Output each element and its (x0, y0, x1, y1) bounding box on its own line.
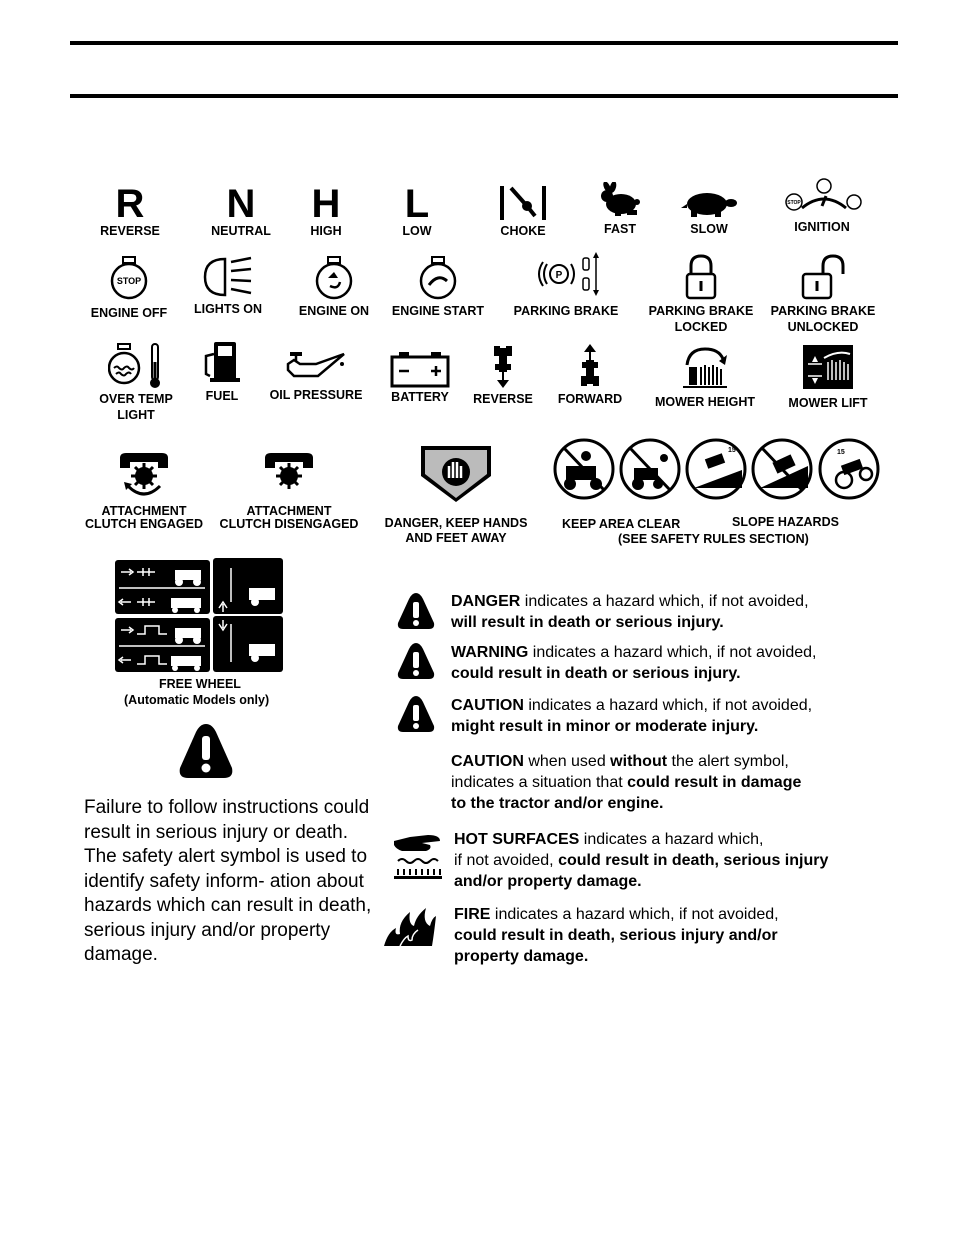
reverse-tractor-icon (491, 344, 515, 388)
low-label: LOW (402, 224, 432, 238)
keep-hands-symbol (378, 444, 534, 546)
caution-text (451, 695, 812, 737)
danger-desc: indicates a hazard which, if not avoided, (520, 593, 809, 610)
svg-text:15: 15 (837, 449, 845, 456)
mower-lift-label: MOWER LIFT (788, 396, 868, 410)
fire-term: FIRE (454, 906, 491, 923)
mower-lift-icon (802, 344, 854, 390)
fuel-symbol (196, 340, 248, 404)
fire-text (454, 904, 779, 967)
over-temp-label2: LIGHT (117, 408, 155, 422)
ignition-symbol (782, 176, 862, 235)
clutch-engaged-label2: CLUTCH ENGAGED (84, 517, 204, 531)
mower-height-symbol (650, 343, 760, 410)
keep-area-clear-label: KEEP AREA CLEAR (562, 517, 681, 531)
fuel-pump-icon (202, 340, 242, 382)
caution2-term: CAUTION (451, 753, 524, 770)
slow-symbol (676, 188, 742, 237)
oil-can-icon (286, 348, 346, 380)
clutch-disengaged-label1: ATTACHMENT (246, 504, 332, 518)
engine-on-symbol (294, 256, 374, 319)
engine-off-label: ENGINE OFF (90, 306, 168, 320)
thermometer-icon (108, 342, 164, 390)
engine-off-stop-text: STOP (116, 276, 142, 286)
warning-desc: indicates a hazard which, if not avoided, (528, 644, 817, 661)
hot-surfaces-text (454, 829, 828, 892)
choke-symbol (493, 184, 553, 239)
hot-desc: indicates a hazard which, (579, 831, 764, 848)
fire-b1: could result in death, serious injury and/or (454, 927, 778, 944)
caution2-b2: to the tractor and/or engine. (451, 795, 664, 812)
second-rule (70, 94, 898, 98)
engine-start-symbol (388, 256, 488, 319)
clutch-disengaged-symbol (214, 450, 364, 532)
slope-tipping-icon (820, 440, 878, 498)
prohibition-icons (552, 436, 882, 502)
reverse-letter: R (115, 182, 145, 226)
parking-brake-label: PARKING BRAKE (513, 304, 619, 318)
battery-icon (389, 350, 451, 388)
clutch-engaged-icon (116, 450, 172, 500)
safety-paragraph: Failure to follow instructions could result in serious injury or death. The safety alert symbol is used to identify safety inform- ation about hazards which can result in death, serious injury and/or property damage. (84, 797, 372, 965)
clutch-disengaged-icon (261, 450, 317, 500)
no-riders-icon (555, 440, 613, 498)
caution2-b1: could result in damage (627, 774, 802, 791)
reverse-arrow-symbol (468, 344, 538, 407)
lock-open-icon (800, 254, 846, 300)
hand-hazard-icon (419, 444, 493, 504)
parking-brake-unlocked-symbol (766, 254, 880, 335)
slope-hazards-label: SLOPE HAZARDS (732, 515, 839, 529)
fire-icon (382, 904, 438, 948)
danger-consequence: will result in death or serious injury. (451, 614, 724, 631)
forward-tractor-icon (578, 344, 602, 388)
neutral-label: NEUTRAL (211, 224, 271, 238)
turtle-icon (679, 188, 739, 218)
over-temp-label1: OVER TEMP (99, 392, 173, 406)
headlight-icon (203, 256, 253, 298)
caution2-t3: indicates a situation that (451, 774, 628, 791)
choke-icon (497, 184, 549, 222)
fire-b2: property damage. (454, 948, 589, 965)
parking-brake-unlocked-label2: UNLOCKED (787, 320, 859, 334)
safety-alert-icon (178, 722, 234, 780)
neutral-symbol (206, 184, 276, 239)
hot-t2: if not avoided, (454, 852, 559, 869)
warning-text (451, 642, 817, 684)
parking-brake-p-text: P (555, 270, 563, 281)
danger-text (451, 591, 809, 633)
battery-label: BATTERY (391, 390, 449, 404)
caution2-without: without (610, 753, 668, 770)
warning-term: WARNING (451, 644, 529, 661)
slow-label: SLOW (690, 222, 728, 236)
hot-b1: could result in death, serious injury (558, 852, 829, 869)
forward-symbol (555, 344, 625, 407)
neutral-letter: N (226, 182, 256, 226)
free-wheel-label2: (Automatic Models only) (124, 693, 270, 707)
slope-15-icon (687, 440, 745, 498)
parking-brake-icon (531, 250, 601, 298)
warning-consequence: could result in death or serious injury. (451, 665, 741, 682)
fire-desc: indicates a hazard which, if not avoided, (490, 906, 779, 923)
forward-label: FORWARD (557, 392, 623, 406)
parking-brake-locked-symbol (644, 254, 758, 335)
danger-term: DANGER (451, 593, 521, 610)
parking-brake-locked-label1: PARKING BRAKE (648, 304, 754, 318)
over-temp-symbol (96, 342, 176, 423)
svg-text:STOP: STOP (787, 200, 801, 206)
caution2-t1: when used (523, 753, 611, 770)
clutch-disengaged-label2: CLUTCH DISENGAGED (219, 517, 359, 531)
svg-text:15: 15 (728, 447, 736, 454)
oil-pressure-label: OIL PRESSURE (269, 388, 363, 402)
mower-height-icon (679, 343, 731, 389)
clutch-engaged-symbol (80, 450, 208, 532)
hot-term: HOT SURFACES (454, 831, 580, 848)
caution-consequence: might result in minor or moderate injury. (451, 718, 759, 735)
no-slope-icon (753, 440, 811, 498)
fast-symbol (590, 182, 650, 237)
free-wheel-label1: FREE WHEEL (159, 677, 241, 691)
caution-alert-icon (396, 694, 436, 734)
engine-on-icon (314, 256, 354, 300)
caution-desc: indicates a hazard which, if not avoided, (523, 697, 813, 714)
keep-hands-label2: AND FEET AWAY (405, 531, 507, 545)
parking-brake-unlocked-label1: PARKING BRAKE (770, 304, 876, 318)
choke-label: CHOKE (500, 224, 546, 238)
parking-brake-locked-label2: LOCKED (674, 320, 728, 334)
reverse-symbol (100, 184, 160, 239)
ignition-label: IGNITION (794, 220, 850, 234)
ignition-icon (782, 176, 862, 216)
oil-pressure-symbol (264, 348, 368, 403)
parking-brake-symbol (508, 250, 624, 319)
mower-height-label: MOWER HEIGHT (655, 395, 755, 409)
fuel-label: FUEL (205, 389, 239, 403)
low-letter: L (404, 182, 430, 226)
danger-alert-icon (396, 591, 436, 631)
no-bystanders-icon (621, 440, 679, 498)
keep-hands-label1: DANGER, KEEP HANDS (384, 516, 528, 530)
lock-closed-icon (684, 254, 718, 300)
mower-lift-symbol (776, 344, 880, 411)
caution-term: CAUTION (451, 697, 524, 714)
lights-on-symbol (189, 256, 267, 317)
top-rule (70, 41, 898, 45)
safety-rules-label: (SEE SAFETY RULES SECTION) (618, 532, 809, 546)
reverse-arrow-label: REVERSE (473, 392, 533, 406)
high-symbol (301, 184, 351, 239)
reverse-label: REVERSE (100, 224, 160, 238)
rabbit-icon (597, 182, 643, 218)
fast-label: FAST (604, 222, 636, 236)
low-symbol (394, 184, 440, 239)
caution2-t2: the alert symbol, (667, 753, 789, 770)
hot-b2: and/or property damage. (454, 873, 642, 890)
engine-off-symbol (86, 256, 172, 321)
engine-on-label: ENGINE ON (298, 304, 370, 318)
caution-no-symbol-text (451, 751, 801, 814)
hot-surface-icon (392, 831, 444, 883)
high-label: HIGH (310, 224, 342, 238)
clutch-engaged-label1: ATTACHMENT (101, 504, 187, 518)
lights-on-label: LIGHTS ON (193, 302, 263, 316)
engine-start-icon (418, 256, 458, 300)
warning-alert-icon (396, 641, 436, 681)
engine-off-icon (109, 256, 149, 300)
high-letter: H (311, 182, 341, 226)
engine-start-label: ENGINE START (391, 304, 485, 318)
free-wheel-diagram (115, 558, 285, 674)
battery-symbol (386, 350, 454, 405)
